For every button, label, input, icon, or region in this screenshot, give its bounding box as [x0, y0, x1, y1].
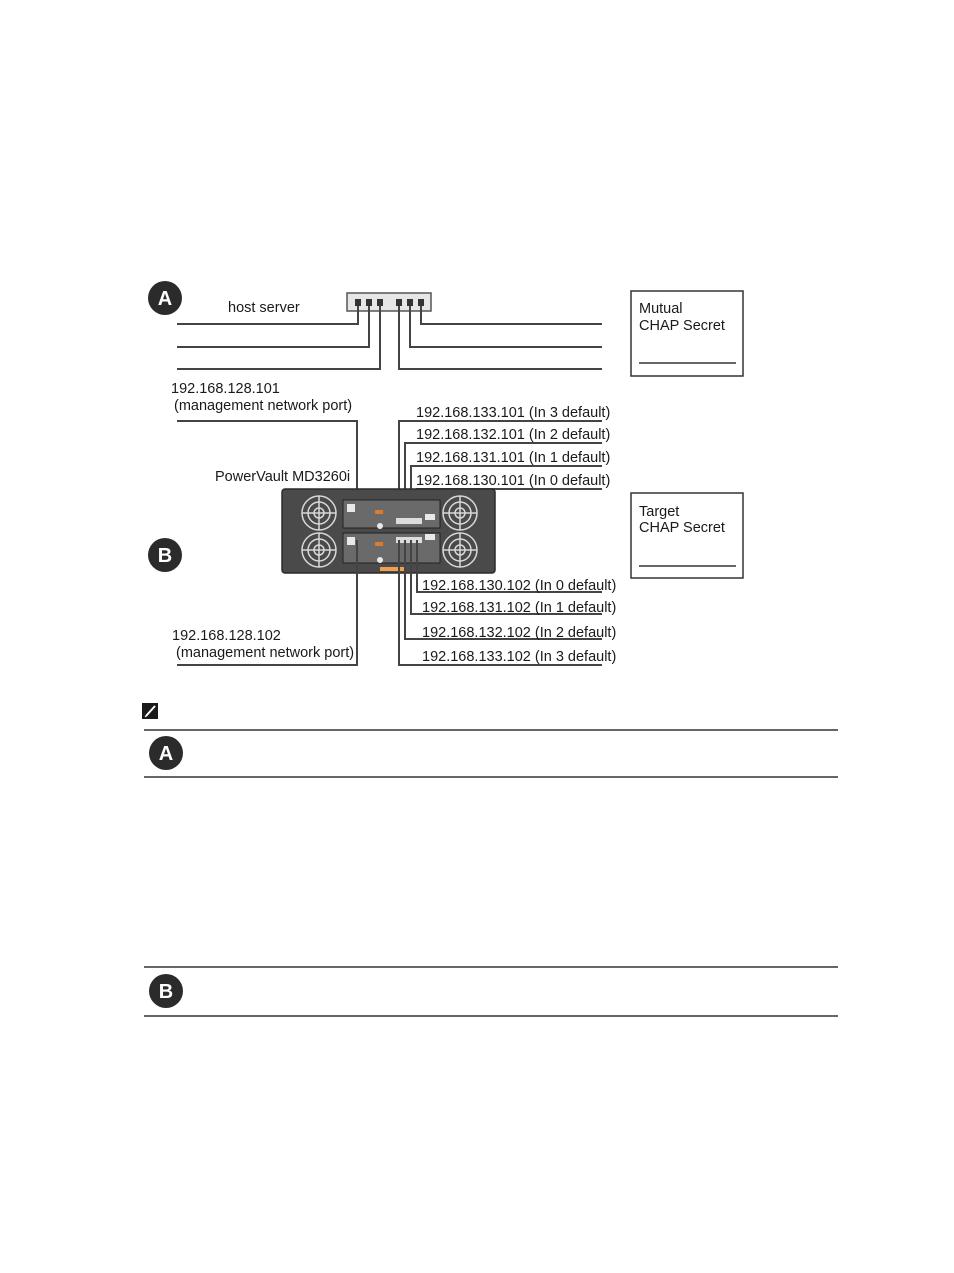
port-c1-in3: 192.168.133.102 (In 3 default): [422, 649, 617, 665]
fan-top-left: [302, 496, 336, 530]
port-c0-in1: 192.168.131.101 (In 1 default): [416, 450, 611, 466]
mgmt-port-1-ip: 192.168.128.101: [171, 381, 280, 397]
mgmt-port-2-ip: 192.168.128.102: [172, 628, 281, 644]
fan-bottom-left: [302, 533, 336, 567]
legend-b-letter: B: [158, 981, 174, 1003]
port-c1-in1: 192.168.131.102 (In 1 default): [422, 600, 617, 616]
mgmt-port-1-desc: (management network port): [174, 398, 353, 414]
badge-a-letter: A: [157, 288, 173, 310]
mgmt-port-2-desc: (management network port): [176, 645, 355, 661]
badge-b-letter: B: [157, 545, 173, 567]
target-chap-secret-box: [631, 493, 743, 578]
port-c0-in0: 192.168.130.101 (In 0 default): [416, 473, 611, 489]
port-c1-in2: 192.168.132.102 (In 2 default): [422, 625, 617, 641]
legend-row-b-badge: [149, 974, 183, 1008]
port-c1-in0: 192.168.130.102 (In 0 default): [422, 578, 617, 594]
badge-b: [148, 538, 182, 572]
host-server-label: host server: [228, 300, 300, 316]
port-c0-in2: 192.168.132.101 (In 2 default): [416, 427, 611, 443]
legend-a-letter: A: [158, 743, 174, 765]
port-c0-in3: 192.168.133.101 (In 3 default): [416, 405, 611, 421]
badge-a: [148, 281, 182, 315]
legend-table: [144, 730, 838, 1016]
mutual-line1: Mutual: [639, 301, 683, 317]
target-line2: CHAP Secret: [639, 520, 725, 536]
fan-bottom-right: [443, 533, 477, 567]
target-line1: Target: [639, 504, 680, 520]
powervault-enclosure: [282, 489, 495, 573]
device-label: PowerVault MD3260i: [215, 469, 351, 485]
fan-top-right: [443, 496, 477, 530]
mutual-chap-secret-box: [631, 291, 743, 376]
host-server-switch: [347, 293, 431, 311]
legend-row-a-badge: [149, 736, 183, 770]
mutual-line2: CHAP Secret: [639, 318, 725, 334]
pencil-note-icon: [142, 703, 158, 719]
